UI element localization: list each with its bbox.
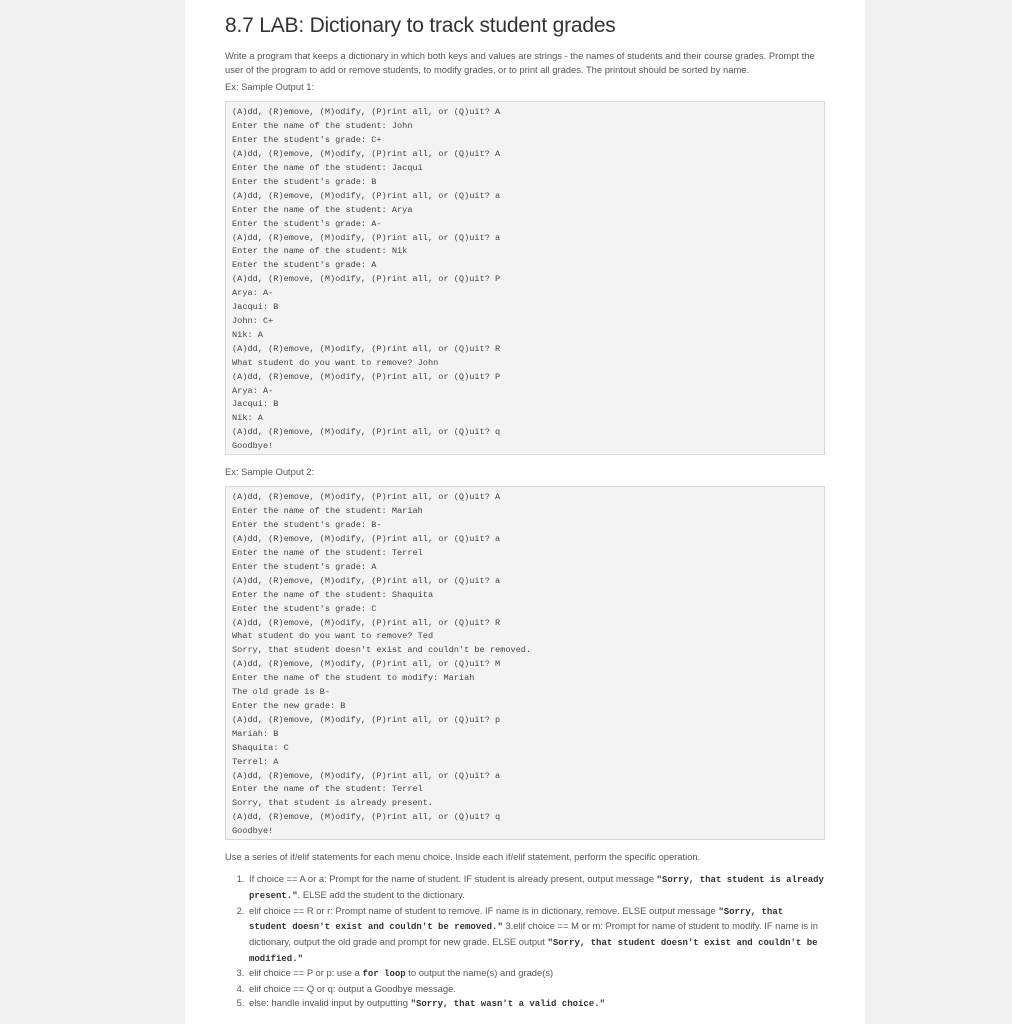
instruction-text: If choice == A or a: Prompt for the name of student. IF student is already present, output message — [249, 873, 657, 885]
sample-output-2-line: Goodbye! — [232, 826, 274, 837]
instruction-item-remove — [247, 904, 825, 967]
instruction-text: . ELSE add the student to the dictionary. — [297, 888, 465, 900]
instruction-text: elif choice == P or p: use a — [249, 967, 363, 979]
instruction-item-print — [247, 966, 825, 982]
sample-output-1-line: Jacqui: B — [232, 399, 279, 410]
sample-output-1-line: Enter the name of the student: Arya — [232, 204, 413, 215]
instruction-text: else: handle invalid input by outputting — [249, 996, 411, 1008]
sample-output-2-line: (A)dd, (R)emove, (M)odify, (P)rint all, or (Q)uit? q — [232, 812, 501, 823]
instruction-item-else — [247, 996, 825, 1012]
sample-output-2-line: Sorry, that student doesn't exist and couldn't be removed. — [232, 645, 532, 656]
sample-output-1-line: (A)dd, (R)emove, (M)odify, (P)rint all, or (Q)uit? A — [232, 149, 501, 160]
sample-output-2-line: Sorry, that student is already present. — [232, 798, 434, 809]
sample-output-1-line: (A)dd, (R)emove, (M)odify, (P)rint all, or (Q)uit? a — [232, 190, 501, 201]
sample-output-2-line: Enter the name of the student: Terrel — [232, 784, 423, 795]
sample-output-2-line: (A)dd, (R)emove, (M)odify, (P)rint all, or (Q)uit? R — [232, 617, 501, 628]
sample-output-2-line: (A)dd, (R)emove, (M)odify, (P)rint all, or (Q)uit? a — [232, 534, 501, 545]
sample-output-1-line: (A)dd, (R)emove, (M)odify, (P)rint all, or (Q)uit? a — [232, 232, 501, 243]
lab-content — [225, 14, 825, 1011]
sample-output-2-label: Ex: Sample Output 2: — [225, 466, 315, 478]
sample-output-1-line: Enter the name of the student: Jacqui — [232, 163, 423, 174]
sample-output-1-line: John: C+ — [232, 316, 274, 326]
sample-output-2-line: (A)dd, (R)emove, (M)odify, (P)rint all, or (Q)uit? a — [232, 770, 501, 781]
sample-output-1-line: Enter the name of the student: Nik — [232, 246, 408, 257]
sample-output-1-line: Goodbye! — [232, 441, 274, 452]
instructions-list — [225, 872, 825, 1011]
instruction-item-quit: 4. elif choice == Q or q: output a Goodbye message. — [247, 982, 825, 996]
sample-output-2-line: Enter the name of the student: Mariah — [232, 506, 423, 517]
sample-output-2-line: (A)dd, (R)emove, (M)odify, (P)rint all, or (Q)uit? p — [232, 714, 501, 725]
instruction-code: for loop — [362, 969, 406, 980]
page — [185, 0, 865, 1024]
sample-output-2-line: Enter the name of the student: Terrel — [232, 548, 423, 559]
sample-output-2-line: Mariah: B — [232, 728, 279, 739]
sample-output-2-line: Enter the student's grade: B- — [232, 520, 382, 531]
sample-output-1-line: Jacqui: B — [232, 302, 279, 313]
instructions-intro: Use a series of if/elif statements for each menu choice. Inside each if/elif statement, perform the specific operation. — [225, 851, 701, 863]
sample-output-1-line: Enter the student's grade: A- — [232, 218, 382, 229]
sample-output-1-line: (A)dd, (R)emove, (M)odify, (P)rint all, or (Q)uit? P — [232, 371, 501, 382]
instruction-text: 3.elif choice == M or m: Prompt for name of student to modify. IF name is in dictionary, output the old grade and prompt for new grade. ELSE output — [249, 920, 818, 947]
sample-output-2-line: Enter the student's grade: C — [232, 603, 377, 614]
instruction-text: to output the name(s) and grade(s) — [405, 967, 554, 979]
sample-output-1-line: Enter the name of the student: John — [232, 121, 413, 132]
sample-output-1-line: Arya: A- — [232, 385, 274, 396]
sample-output-1-line: Nik: A — [232, 329, 263, 340]
sample-output-1-line: What student do you want to remove? John — [232, 357, 439, 368]
sample-output-1-line: (A)dd, (R)emove, (M)odify, (P)rint all, or (Q)uit? q — [232, 427, 501, 438]
lab-description: Write a program that keeps a dictionary in which both keys and values are strings - the names of students and their course grades. Prompt the user of the program to add or remove students, to modify grades, or to print all grades. The printout should be sorted by name. — [225, 50, 815, 75]
instruction-code: "Sorry, that student doesn't exist and couldn't be modified." — [249, 937, 818, 964]
sample-output-1-line: (A)dd, (R)emove, (M)odify, (P)rint all, or (Q)uit? P — [232, 274, 501, 285]
sample-output-2-line: Enter the new grade: B — [232, 701, 346, 711]
sample-output-1-label: Ex: Sample Output 1: — [225, 81, 315, 93]
instruction-text: elif choice == R or r: Prompt name of student to remove. IF name is in dictionary, remove. ELSE output message — [249, 904, 719, 916]
sample-output-1-line: Enter the student's grade: B — [232, 176, 377, 187]
sample-output-2-line: (A)dd, (R)emove, (M)odify, (P)rint all, or (Q)uit? a — [232, 575, 501, 586]
sample-output-2-line: Terrel: A — [232, 756, 279, 767]
sample-output-2-line: Enter the student's grade: A — [232, 561, 377, 572]
instruction-item-add — [247, 872, 825, 903]
sample-output-1-block — [225, 101, 825, 455]
sample-output-1-line: Nik: A — [232, 413, 263, 424]
instruction-code: "Sorry, that wasn't a valid choice." — [410, 998, 606, 1009]
sample-output-2-line: What student do you want to remove? Ted — [232, 631, 434, 642]
sample-output-1-line: Enter the student's grade: A — [232, 260, 377, 271]
sample-output-2-line: (A)dd, (R)emove, (M)odify, (P)rint all, or (Q)uit? A — [232, 492, 501, 503]
sample-output-1-line: (A)dd, (R)emove, (M)odify, (P)rint all, or (Q)uit? A — [232, 107, 501, 118]
sample-output-2-line: (A)dd, (R)emove, (M)odify, (P)rint all, or (Q)uit? M — [232, 659, 501, 670]
sample-output-2-line: The old grade is B- — [232, 687, 330, 698]
page-title: 8.7 LAB: Dictionary to track student grades — [225, 14, 616, 37]
sample-output-2-block — [225, 486, 825, 840]
sample-output-1-line: Enter the student's grade: C+ — [232, 135, 382, 146]
sample-output-2-line: Enter the name of the student: Shaquita — [232, 589, 434, 600]
sample-output-1-line: Arya: A- — [232, 288, 274, 299]
instruction-code: "Sorry, that student doesn't exist and couldn't be removed." — [249, 906, 784, 933]
instruction-code: "Sorry, that student is already present." — [249, 875, 824, 901]
sample-output-2-line: Enter the name of the student to modify: Mariah — [232, 673, 475, 684]
sample-output-1-line: (A)dd, (R)emove, (M)odify, (P)rint all, or (Q)uit? R — [232, 343, 501, 354]
sample-output-2-line: Shaquita: C — [232, 742, 289, 753]
